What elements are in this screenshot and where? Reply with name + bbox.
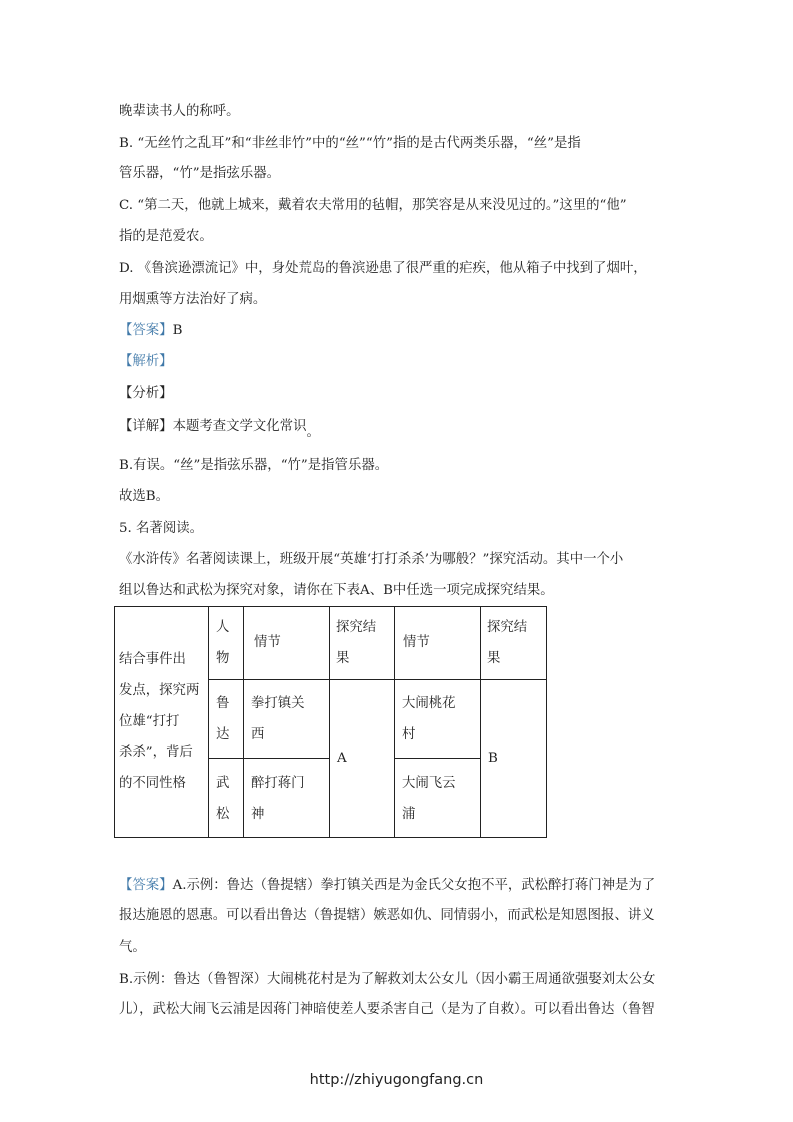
question-title: 5. 名著阅读。 xyxy=(119,521,203,536)
option-d-line-1: D. 《鲁滨逊漂流记》中，身处荒岛的鲁滨逊患了很严重的疟疾，他从箱子中找到了烟叶， xyxy=(119,261,647,276)
answer2-line-4: B.示例：鲁达（鲁智深）大闹桃花村是为了解救刘太公女儿（因小霸王周通欲强娶刘太公女 xyxy=(119,972,656,987)
luda-plot-1: 拳打镇关 西 xyxy=(251,696,305,742)
header-plot-2: 情节 xyxy=(403,635,430,650)
analysis-tag: 【解析】 xyxy=(119,354,173,369)
answer2-line-5: 儿），武松大闹飞云浦是因蒋门神暗使差人要杀害自己（是为了自救）。可以看出鲁达（鲁智 xyxy=(119,1002,655,1017)
answer2-line-1: A.示例：鲁达（鲁提辖）拳打镇关西是为金氏父女抱不平，武松醉打蒋门神是为了 xyxy=(172,878,656,893)
detail-tail: 。 xyxy=(306,425,320,440)
option-c-line-2: 指的是范爱农。 xyxy=(119,229,213,244)
header-result-1: 探究结 果 xyxy=(336,620,377,666)
wusong-plot-1: 醉打蒋门 神 xyxy=(251,776,305,822)
option-b-line-1: B. “无丝竹之乱耳”和“非丝非竹”中的“丝”“竹”指的是古代两类乐器，“丝”是指 xyxy=(119,136,581,151)
question-text-line-1: 《水浒传》名著阅读课上，班级开展“英雄‘打打杀杀’为哪般？”探究活动。其中一个小 xyxy=(119,552,624,567)
answer-row xyxy=(119,322,182,340)
header-person: 人 物 xyxy=(216,620,230,666)
person-luda: 鲁 达 xyxy=(216,696,230,742)
detail-text: 本题考查文学文化常识 xyxy=(172,419,307,434)
person-wusong: 武 松 xyxy=(216,776,230,822)
result-a: A xyxy=(337,751,347,766)
footer-url[interactable]: http://zhiyugongfang.cn xyxy=(309,1072,484,1088)
answer-tag: 【答案】 xyxy=(119,323,173,338)
explain-line: B.有误。“丝”是指弦乐器，“竹”是指管乐器。 xyxy=(119,458,389,473)
inquiry-table xyxy=(114,606,547,838)
option-d-line-2: 用烟熏等方法治好了病。 xyxy=(119,292,267,307)
answer2-row xyxy=(119,877,655,895)
fenxi-tag: 【分析】 xyxy=(119,386,173,401)
luda-plot-2: 大闹桃花 村 xyxy=(402,696,456,742)
wusong-plot-2: 大闹飞云 浦 xyxy=(402,776,456,822)
answer2-line-3: 气。 xyxy=(119,940,146,955)
table-lead-cell: 结合事件出 发点，探究两 位雄“打打 杀杀”，背后 的不同性格 xyxy=(119,652,200,791)
header-plot-1: 情节 xyxy=(254,635,281,650)
option-c-line-1: C. “第二天，他就上城来，戴着农夫常用的毡帽，那笑容是从来没见过的。”这里的“他” xyxy=(119,198,627,213)
question-text-line-2: 组以鲁达和武松为探究对象，请你在下表A、B中任选一项完成探究结果。 xyxy=(119,583,554,598)
paragraph-line: 晚辈读书人的称呼。 xyxy=(119,104,240,119)
result-b: B xyxy=(488,751,498,766)
detail-row xyxy=(119,418,320,440)
answer-value: B xyxy=(172,323,183,338)
answer2-tag: 【答案】 xyxy=(119,878,173,893)
option-b-line-2: 管乐器，“竹”是指弦乐器。 xyxy=(119,166,280,181)
header-result-2: 探究结 果 xyxy=(487,620,528,666)
detail-tag: 【详解】 xyxy=(119,419,173,434)
answer2-line-2: 报达施恩的恩惠。可以看出鲁达（鲁提辖）嫉恶如仇、同情弱小，而武松是知恩图报、讲义 xyxy=(119,908,655,923)
explain-line: 故选B。 xyxy=(119,489,170,504)
